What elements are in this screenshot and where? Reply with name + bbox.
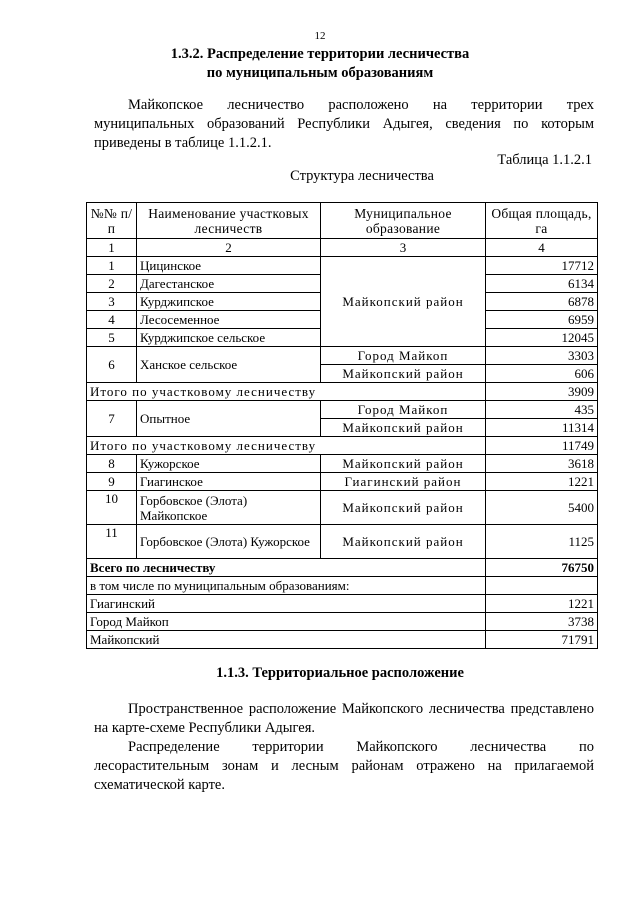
col-number: 4 — [486, 239, 598, 257]
row-municipality: Гиагинский район — [321, 473, 486, 491]
intro-paragraph: Майкопское лесничество расположено на территории трех муниципальных образований Республики Адыгея, сведения по которым приведены в таблице 1.1.2.1. — [94, 97, 594, 151]
total-area: 76750 — [486, 559, 598, 577]
page-number: 12 — [314, 30, 326, 42]
table-row — [87, 257, 598, 275]
table-title: Структура лесничества — [290, 168, 434, 184]
forestry-structure-table — [86, 202, 598, 649]
row-name: Кужорское — [137, 455, 321, 473]
municipality-area: 1221 — [486, 595, 598, 613]
table-header-row — [87, 203, 598, 239]
row-area: 6134 — [486, 275, 598, 293]
row-area: 3303 — [486, 347, 598, 365]
row-area: 5400 — [486, 491, 598, 525]
row-area: 3618 — [486, 455, 598, 473]
row-municipality: Майкопский район — [321, 257, 486, 347]
col-number: 1 — [87, 239, 137, 257]
row-area: 606 — [486, 365, 598, 383]
paragraph: Пространственное расположение Майкопского лесничества представлено на карте-схеме Республики Адыгея. — [94, 701, 594, 736]
section-heading-line-1: 1.3.2. Распределение территории лесничества — [170, 46, 470, 62]
col-number: 2 — [137, 239, 321, 257]
row-num: 2 — [87, 275, 137, 293]
municipality-total-row — [87, 631, 598, 649]
subtotal-area: 11749 — [486, 437, 598, 455]
row-area: 6878 — [486, 293, 598, 311]
header-num: №№ п/п — [87, 203, 137, 239]
row-area: 435 — [486, 401, 598, 419]
section-heading — [0, 45, 640, 83]
row-num: 7 — [87, 401, 137, 437]
row-num: 9 — [87, 473, 137, 491]
row-name: Дагестанское — [137, 275, 321, 293]
row-num: 4 — [87, 311, 137, 329]
by-municipality-label: в том числе по муниципальным образованиям: — [87, 577, 486, 595]
subtotal-area: 3909 — [486, 383, 598, 401]
municipality-name: Гиагинский — [87, 595, 486, 613]
row-area: 6959 — [486, 311, 598, 329]
row-municipality: Майкопский район — [321, 455, 486, 473]
row-municipality: Майкопский район — [321, 419, 486, 437]
section-heading-2: 1.1.3. Территориальное расположение — [216, 665, 464, 681]
by-municipality-row — [87, 577, 598, 595]
table-row — [87, 455, 598, 473]
table-number: Таблица 1.1.2.1 — [497, 152, 592, 168]
row-area: 12045 — [486, 329, 598, 347]
row-municipality: Майкопский район — [321, 525, 486, 559]
table-row — [87, 525, 598, 559]
total-row — [87, 559, 598, 577]
row-num: 8 — [87, 455, 137, 473]
empty-cell — [486, 577, 598, 595]
row-municipality: Город Майкоп — [321, 347, 486, 365]
row-municipality: Майкопский район — [321, 365, 486, 383]
row-name: Ханское сельское — [137, 347, 321, 383]
row-num: 11 — [87, 525, 137, 559]
row-area: 11314 — [486, 419, 598, 437]
paragraph: Распределение территории Майкопского лесничества по лесорастительным зонам и лесным районам отражено на прилагаемой схематической карте. — [94, 739, 594, 793]
subtotal-row — [87, 383, 598, 401]
municipality-area: 71791 — [486, 631, 598, 649]
municipality-total-row — [87, 613, 598, 631]
row-name: Лесосеменное — [137, 311, 321, 329]
row-name: Цицинское — [137, 257, 321, 275]
subtotal-row — [87, 437, 598, 455]
column-number-row — [87, 239, 598, 257]
table-row — [87, 473, 598, 491]
row-municipality: Город Майкоп — [321, 401, 486, 419]
row-area: 1125 — [486, 525, 598, 559]
row-num: 5 — [87, 329, 137, 347]
subtotal-label: Итого по участковому лесничеству — [87, 383, 486, 401]
table-row — [87, 491, 598, 525]
subtotal-label: Итого по участковому лесничеству — [87, 437, 486, 455]
header-name: Наименование участковых лесничеств — [137, 203, 321, 239]
row-name: Курджипское — [137, 293, 321, 311]
row-name: Горбовское (Элота) Майкопское — [137, 491, 321, 525]
row-area: 1221 — [486, 473, 598, 491]
section-heading-line-2: по муниципальным образованиям — [206, 65, 434, 81]
municipality-name: Майкопский — [87, 631, 486, 649]
row-name: Гиагинское — [137, 473, 321, 491]
row-name: Горбовское (Элота) Кужорское — [137, 525, 321, 559]
row-name: Курджипское сельское — [137, 329, 321, 347]
municipality-total-row — [87, 595, 598, 613]
row-num: 10 — [87, 491, 137, 525]
table-row — [87, 347, 598, 365]
header-municipality: Муниципальное образование — [321, 203, 486, 239]
table-row — [87, 401, 598, 419]
municipality-name: Город Майкоп — [87, 613, 486, 631]
row-num: 6 — [87, 347, 137, 383]
row-num: 3 — [87, 293, 137, 311]
total-label: Всего по лесничеству — [87, 559, 486, 577]
row-municipality: Майкопский район — [321, 491, 486, 525]
header-area: Общая площадь, га — [486, 203, 598, 239]
municipality-area: 3738 — [486, 613, 598, 631]
row-num: 1 — [87, 257, 137, 275]
col-number: 3 — [321, 239, 486, 257]
row-name: Опытное — [137, 401, 321, 437]
row-area: 17712 — [486, 257, 598, 275]
